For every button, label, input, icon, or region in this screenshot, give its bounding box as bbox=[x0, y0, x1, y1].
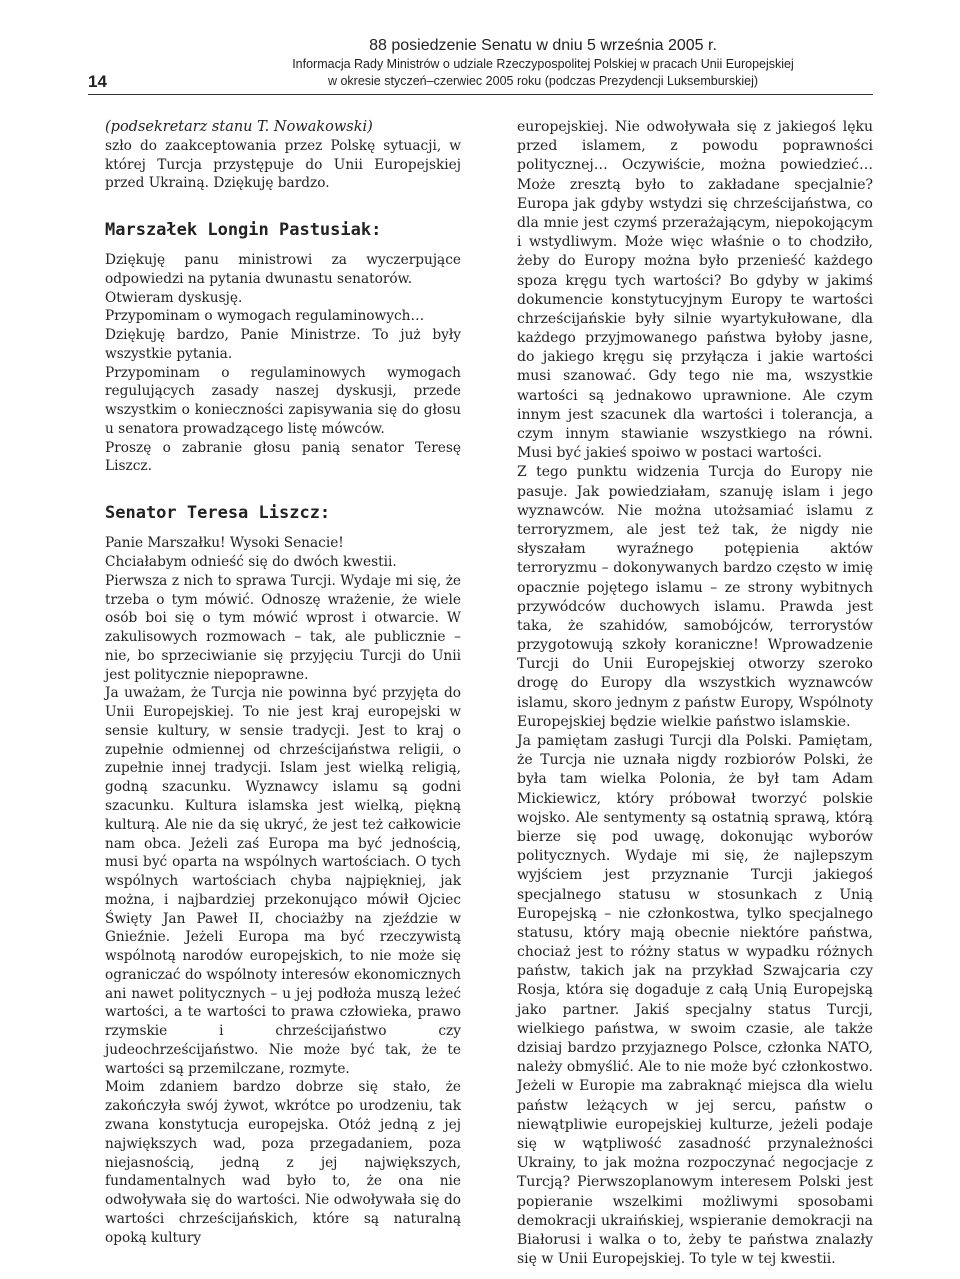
header-title: 88 posiedzenie Senatu w dniu 5 września 2005 r. bbox=[369, 37, 717, 54]
paragraph: europejskiej. Nie odwoływała się z jakiegoś lęku przed islamem, z powodu poprawności politycznej… Oczywiście, można powiedzieć… Może zresztą było to zakładane specjalnie? Europa jak gdyby wstydzi się chrześcijaństwa, co dla mnie jest czymś przerażającym, niepokojącym i wstydliwym. Może więc właśnie o to chodziło, żeby do Europy można było przenieść każdego spoza kręgu tych wartości? Bo gdyby w jakimś dokumencie konstytucyjnym Europy te wartości chrześcijańskie były silnie wyartykułowane, dla każdego przyjmowanego państwa byłoby jasne, do jakiego kręgu się przyłącza i jakie wartości musi szanować. Gdy tego nie ma, wszystkie wartości są jednakowo uprawnione. Ale czym innym jest szacunek dla wartości i tolerancja, a czym innym stawianie wszystkiego na równi. Musi być jakieś spoiwo w postaci wartości. bbox=[517, 119, 873, 462]
paragraph: Panie Marszałku! Wysoki Senacie! bbox=[105, 535, 344, 552]
paragraph: szło do zaakceptowania przez Polskę sytuacji, w której Turcja przystępuje do Unii Europejskiej przed Ukrainą. Dziękuję bardzo. bbox=[105, 137, 461, 192]
speaker-heading: Senator Teresa Liszcz: bbox=[105, 503, 331, 524]
speaker-note: (podsekretarz stanu T. Nowakowski) bbox=[105, 119, 373, 135]
header-subtitle-1: Informacja Rady Ministrów o udziale Rzeczypospolitej Polskiej w pracach Unii Europejskiej bbox=[292, 57, 794, 71]
paragraph: Przypominam o wymogach regulaminowych… bbox=[105, 308, 425, 325]
paragraph: Ja pamiętam zasługi Turcji dla Polski. Pamiętam, że Turcja nie uznała nigdy rozbiorów Polski, że była tam wielka Polonia, że był tam Adam Mickiewicz, który próbował tworzyć polskie wojsko. Ale sentymenty są ostatnią sprawą, którą bierze się pod uwagę, dokonując wyborów politycznych. Wydaje mi się, że najlepszym wyjściem jest przyznanie Turcji jakiegoś specjalnego statusu w stosunkach z Unią Europejską – nie członkostwa, tylko specjalnego statusu, który mają obecnie niektóre państwa, chociaż jest to różny status w wypadku różnych państw, takich jak na przykład Szwajcaria czy Rosja, która się dogaduje z całą Unią Europejską jako partner. Jakiś specjalny status Turcji, wielkiego państwa, w swoim czasie, ale także dzisiaj bardzo przyjaznego Polsce, członka NATO, należy obmyślić. Ale to nie może być członkostwo. bbox=[517, 733, 873, 1076]
paragraph: Dziękuję bardzo, Panie Ministrze. To już były wszystkie pytania. bbox=[105, 327, 461, 362]
right-column bbox=[517, 118, 873, 1269]
running-header bbox=[213, 36, 873, 90]
paragraph: Jeżeli w Europie ma zabraknąć miejsca dla wielu państw leżących w jej sercu, państw o niewątpliwie europejskiej kulturze, jeżeli podaje się w wątpliwość zasadność przynależności Ukrainy, to jak można rozpoczynać negocjacje z Turcją? Pierwszoplanowym interesem Polski jest popieranie wszelkimi możliwymi sposobami demokracji ukraińskiej, wspieranie demokracji na Białorusi i walka o to, żeby te państwa znalazły się w Unii Europejskiej. To tyle w tej kwestii. bbox=[517, 1078, 873, 1268]
paragraph: Chciałabym odnieść się do dwóch kwestii. bbox=[105, 554, 397, 571]
paragraph: Przypominam o regulaminowych wymogach regulujących zasady naszej dyskusji, przede wszystkim o konieczności zapisywania się do głosu u senatora prowadzącego listę mówców. bbox=[105, 364, 461, 437]
page-header bbox=[88, 36, 873, 95]
paragraph: Pierwsza z nich to sprawa Turcji. Wydaje mi się, że trzeba o tym mówić. Odnoszę wrażenie, że wiele osób boi się o tym mówić wprost i otwarcie. W zakulisowych rozmowach – tak, ale publicznie – nie, bo sprzeciwianie się przyjęciu Turcji do Unii jest politycznie niepoprawne. bbox=[105, 572, 461, 683]
header-subtitle-2: w okresie styczeń–czerwiec 2005 roku (podczas Prezydencji Luksemburskiej) bbox=[327, 74, 759, 88]
page-number: 14 bbox=[88, 72, 107, 91]
speaker-heading: Marszałek Longin Pastusiak: bbox=[105, 220, 382, 241]
paragraph: Otwieram dyskusję. bbox=[105, 289, 243, 306]
paragraph: Ja uważam, że Turcja nie powinna być przyjęta do Unii Europejskiej. To nie jest kraj europejski w sensie kultury, w sensie tradycji. Jest to kraj o zupełnie odmiennej od chrześcijaństwa religii, o zupełnie innej tradycji. Islam jest wielką religią, godną szacunku. Wyznawcy islamu są godni szacunku. Kultura islamska jest wielką, piękną kulturą. Ale nie da się ukryć, że jest też całkowicie nam obca. Jeżeli zaś Europa ma być jednością, musi być oparta na wspólnych wartościach. O tych wspólnych wartościach chyba najpiękniej, jak można, i najbardziej przekonująco mówił Ojciec Święty Jan Paweł II, chociażby na zjeździe w Gnieźnie. Jeżeli Europa ma być rzeczywistą wspólnotą narodów europejskich, to nie może się ograniczać do wspólnoty interesów ekonomicznych ani nawet politycznych – u jej podłoża muszą leżeć wartości, a te wartości to prawa człowieka, prawo rzymskie i chrześcijaństwo czy judeochrześcijaństwo. Nie może być tak, że te wartości są przemilczane, rozmyte. bbox=[105, 685, 461, 1077]
paragraph: Z tego punktu widzenia Turcja do Europy nie pasuje. Jak powiedziałam, szanuję islam i jego wyznawców. Nie można utożsamiać islamu z terroryzmem, ale jest też tak, że nigdy nie słyszałam wyraźnego potępienia aktów terroryzmu – dokonywanych bardzo często w imię opacznie pojętego islamu – ze strony wybitnych przywódców duchowych islamu. Prawda jest taka, że szahidów, samobójców, terrorystów przygotowują szkoły koraniczne! Wprowadzenie Turcji do Unii Europejskiej otworzy szeroko drogę do Europy dla wszystkich wyznawców islamu, skoro jednym z państw Europy, Wspólnoty Europejskiej będzie wielkie państwo islamskie. bbox=[517, 464, 873, 730]
paragraph: Moim zdaniem bardzo dobrze się stało, że zakończyła swój żywot, wkrótce po urodzeniu, tak zwana konstytucja europejska. Otóż jedną z jej największych wad, poza przegadaniem, poza niejasnością, jedną z jej największych, fundamentalnych wad było to, że ona nie odwoływała się do wartości. Nie odwoływała się do wartości chrześcijańskich, które są naturalną opoką kultury bbox=[105, 1079, 461, 1246]
paragraph: Proszę o zabranie głosu panią senator Teresę Liszcz. bbox=[105, 439, 461, 475]
paragraph: Dziękuję panu ministrowi za wyczerpujące odpowiedzi na pytania dwunastu senatorów. bbox=[105, 252, 461, 287]
left-column bbox=[105, 118, 461, 1247]
